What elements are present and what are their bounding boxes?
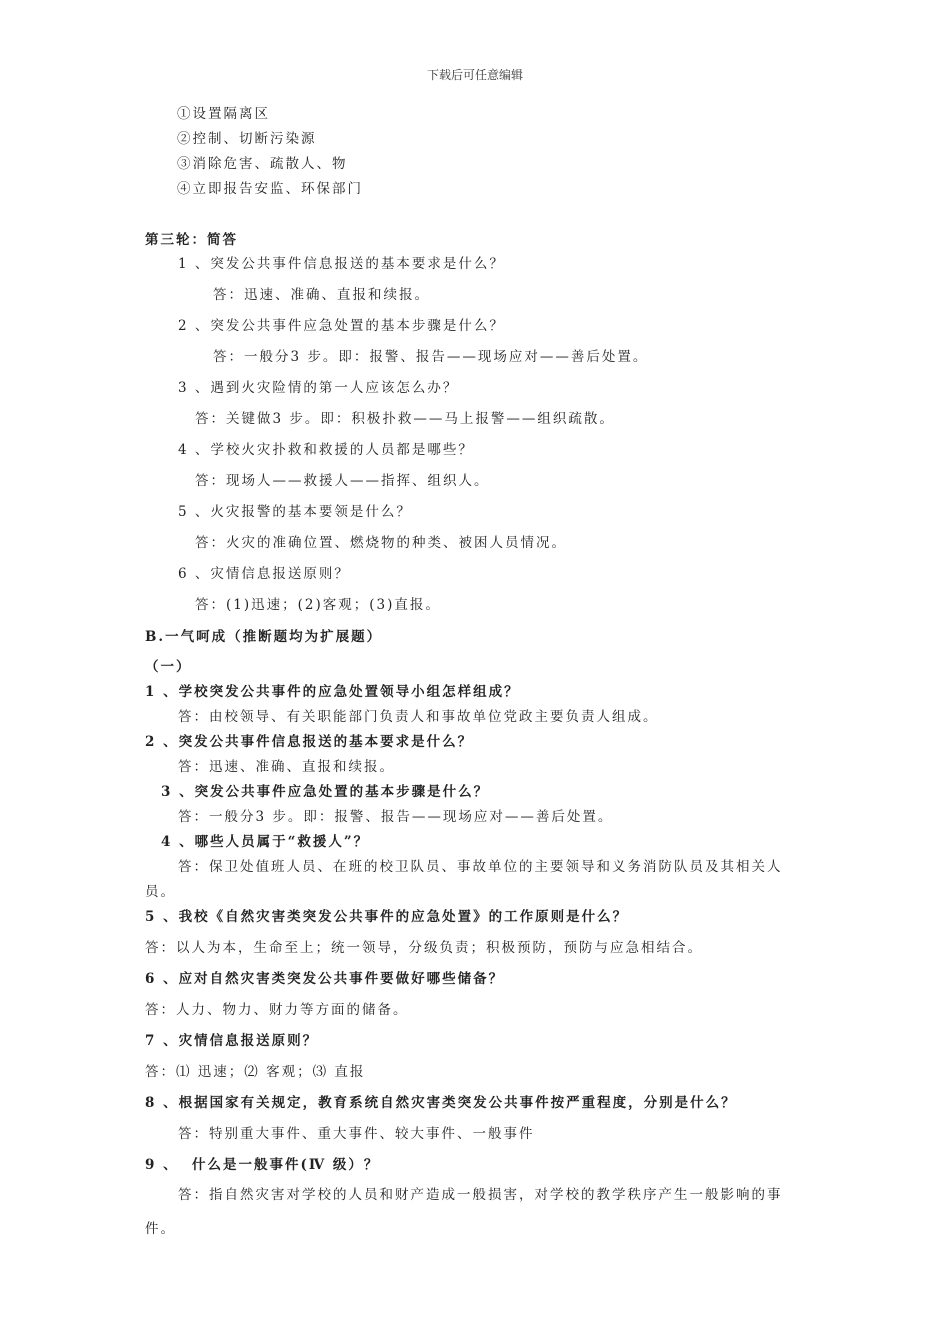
section-title: 第三轮：简答 xyxy=(145,232,238,248)
answer: 答：(1)迅速；(2)客观；(3)直报。 xyxy=(195,597,441,613)
section-title: B.一气呵成（推断题均为扩展题） xyxy=(145,629,383,645)
question: 1 、学校突发公共事件的应急处置领导小组怎样组成？ xyxy=(145,684,520,700)
question: 2 、突发公共事件应急处置的基本步骤是什么？ xyxy=(178,318,505,334)
answer: 答：火灾的准确位置、燃烧物的种类、被困人员情况。 xyxy=(195,535,567,551)
question: 7 、灾情信息报送原则？ xyxy=(145,1033,319,1049)
answer: 答：人力、物力、财力等方面的储备。 xyxy=(145,1002,409,1018)
answer: 答：一般分3 步。即：报警、报告——现场应对——善后处置。 xyxy=(178,809,614,825)
list-item: ③消除危害、疏散人、物 xyxy=(177,156,348,172)
question: 4 、哪些人员属于“救援人”？ xyxy=(161,834,370,850)
answer: 答：以人为本，生命至上；统一领导，分级负责；积极预防，预防与应急相结合。 xyxy=(145,940,703,956)
question: 2 、突发公共事件信息报送的基本要求是什么？ xyxy=(145,734,474,750)
answer: 答：指自然灾害对学校的人员和财产造成一般损害，对学校的教学秩序产生一般影响的事件。 xyxy=(145,1187,783,1237)
answer: 答：一般分3 步。即：报警、报告——现场应对——善后处置。 xyxy=(213,349,649,365)
question: 8 、根据国家有关规定，教育系统自然灾害类突发公共事件按严重程度，分别是什么？ xyxy=(145,1095,737,1111)
answer: 答：迅速、准确、直报和续报。 xyxy=(178,759,395,775)
answer: 答：保卫处值班人员、在班的校卫队员、事故单位的主要领导和义务消防队员及其相关人员。 xyxy=(145,859,783,900)
question: 6 、灾情信息报送原则？ xyxy=(178,566,350,582)
question: 5 、我校《自然灾害类突发公共事件的应急处置》的工作原则是什么？ xyxy=(145,909,629,925)
answer: 答：特别重大事件、重大事件、较大事件、一般事件 xyxy=(178,1126,535,1142)
list-item: ①设置隔离区 xyxy=(177,106,270,122)
list-item: ②控制、切断污染源 xyxy=(177,131,317,147)
question: 5 、火灾报警的基本要领是什么？ xyxy=(178,504,412,520)
section-subtitle: （一） xyxy=(145,659,192,675)
question: 3 、突发公共事件应急处置的基本步骤是什么？ xyxy=(161,784,490,800)
answer: 答：关键做3 步。即：积极扑救——马上报警——组织疏散。 xyxy=(195,411,615,427)
question: 4 、学校火灾扑救和救援的人员都是哪些？ xyxy=(178,442,474,458)
question: 9 、 什么是一般事件(Ⅳ 级）？ xyxy=(145,1157,380,1173)
page-header: 下载后可任意编辑 xyxy=(426,68,523,82)
question: 6 、应对自然灾害类突发公共事件要做好哪些储备？ xyxy=(145,971,505,987)
question: 3 、遇到火灾险情的第一人应该怎么办？ xyxy=(178,380,459,396)
question: 1 、突发公共事件信息报送的基本要求是什么？ xyxy=(178,256,505,272)
answer: 答：由校领导、有关职能部门负责人和事故单位党政主要负责人组成。 xyxy=(178,709,659,725)
answer: 答：迅速、准确、直报和续报。 xyxy=(213,287,430,303)
answer: 答：现场人——救援人——指挥、组织人。 xyxy=(195,473,490,489)
list-item: ④立即报告安监、环保部门 xyxy=(177,181,363,197)
answer: 答：⑴ 迅速；⑵ 客观；⑶ 直报 xyxy=(145,1064,366,1080)
